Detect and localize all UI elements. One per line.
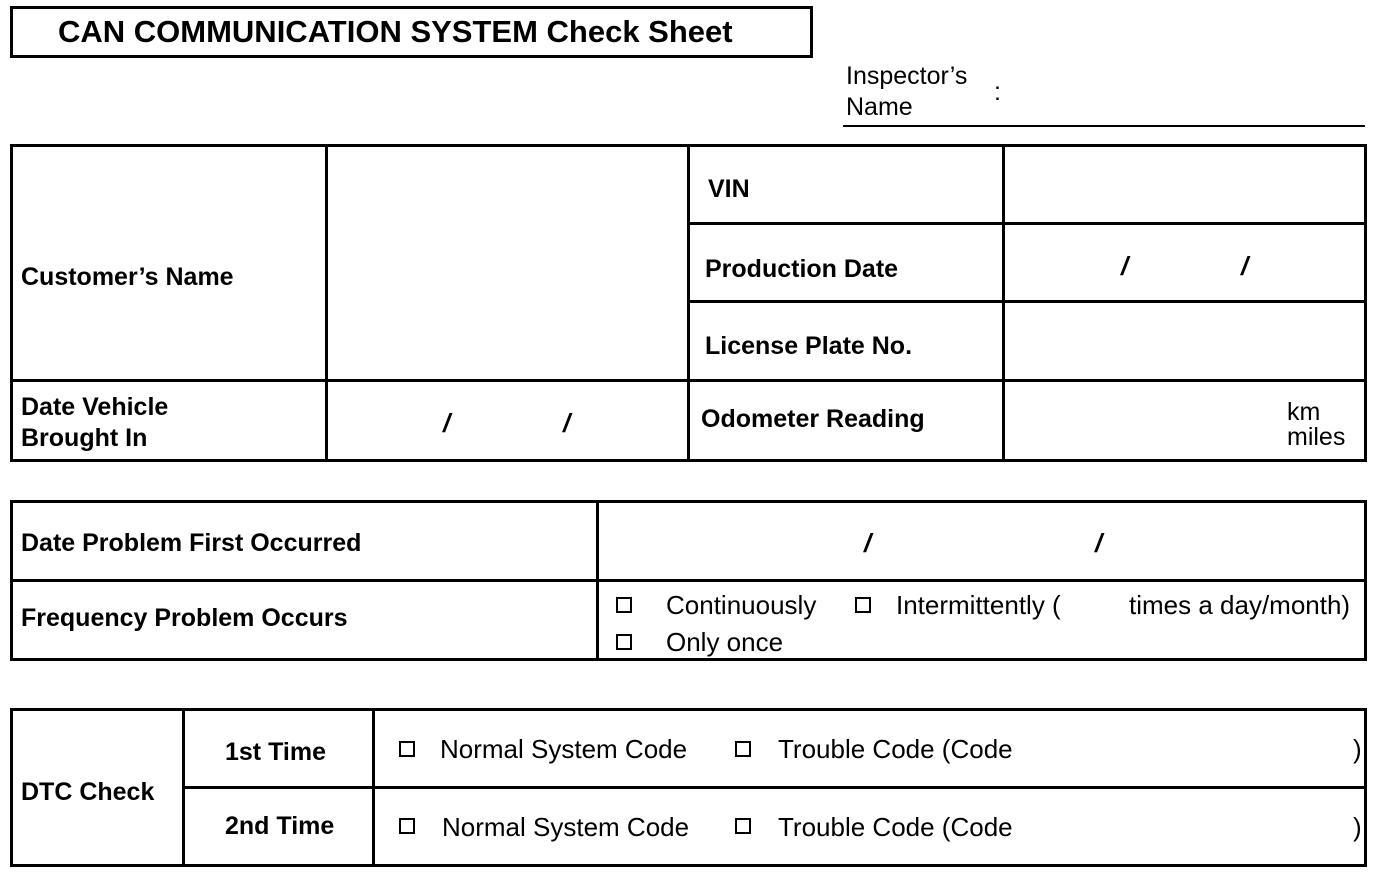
odometer-unit-miles: miles — [1287, 423, 1346, 451]
odometer-label: Odometer Reading — [701, 405, 925, 433]
second-close-paren: ) — [1353, 812, 1362, 842]
first-trouble-checkbox[interactable] — [735, 741, 751, 757]
inspector-colon: : — [994, 78, 1001, 106]
license-plate-field[interactable] — [1007, 306, 1363, 376]
date-separator: / — [563, 408, 571, 438]
intermittently-label: Intermittently ( — [896, 590, 1061, 620]
date-separator: / — [864, 528, 872, 558]
divider — [325, 144, 328, 462]
divider — [1002, 144, 1005, 462]
divider — [687, 222, 1367, 225]
divider — [687, 300, 1367, 303]
continuously-checkbox[interactable] — [616, 597, 632, 613]
license-plate-label: License Plate No. — [705, 332, 913, 360]
date-brought-in-label-line1: Date Vehicle — [21, 393, 169, 421]
first-close-paren: ) — [1353, 734, 1362, 764]
vin-label: VIN — [708, 175, 750, 203]
frequency-label: Frequency Problem Occurs — [21, 604, 348, 632]
second-trouble-checkbox[interactable] — [735, 818, 751, 834]
only-once-checkbox[interactable] — [616, 634, 632, 650]
second-normal-label: Normal System Code — [442, 812, 690, 842]
dtc-check-label: DTC Check — [21, 778, 155, 806]
divider — [10, 579, 1367, 582]
divider — [182, 786, 1367, 789]
intermittently-checkbox[interactable] — [855, 597, 871, 613]
divider — [10, 379, 1367, 382]
first-trouble-label: Trouble Code (Code — [778, 734, 1013, 764]
first-normal-checkbox[interactable] — [399, 741, 415, 757]
production-date-label: Production Date — [705, 255, 899, 283]
second-trouble-label: Trouble Code (Code — [778, 812, 1013, 842]
continuously-label: Continuously — [666, 590, 817, 620]
inspector-label-line2: Name — [846, 93, 913, 121]
odometer-unit-km: km — [1287, 398, 1321, 426]
customer-name-field[interactable] — [330, 150, 685, 378]
first-time-label: 1st Time — [225, 738, 326, 766]
date-brought-in-label-line2: Brought In — [21, 424, 148, 452]
page-title: CAN COMMUNICATION SYSTEM Check Sheet — [58, 14, 733, 49]
date-separator: / — [1121, 251, 1129, 281]
inspector-label-line1: Inspector’s — [846, 62, 968, 90]
only-once-label: Only once — [666, 627, 784, 657]
customer-name-label: Customer’s Name — [21, 263, 234, 291]
times-per-label: times a day/month) — [1129, 590, 1351, 620]
second-normal-checkbox[interactable] — [399, 818, 415, 834]
first-occurred-label: Date Problem First Occurred — [21, 529, 362, 557]
divider — [687, 144, 690, 462]
date-separator: / — [443, 408, 451, 438]
date-separator: / — [1241, 251, 1249, 281]
first-normal-label: Normal System Code — [440, 734, 688, 764]
vin-field[interactable] — [1007, 150, 1363, 220]
second-time-label: 2nd Time — [225, 812, 335, 840]
inspector-name-field[interactable] — [843, 125, 1365, 127]
date-separator: / — [1095, 528, 1103, 558]
